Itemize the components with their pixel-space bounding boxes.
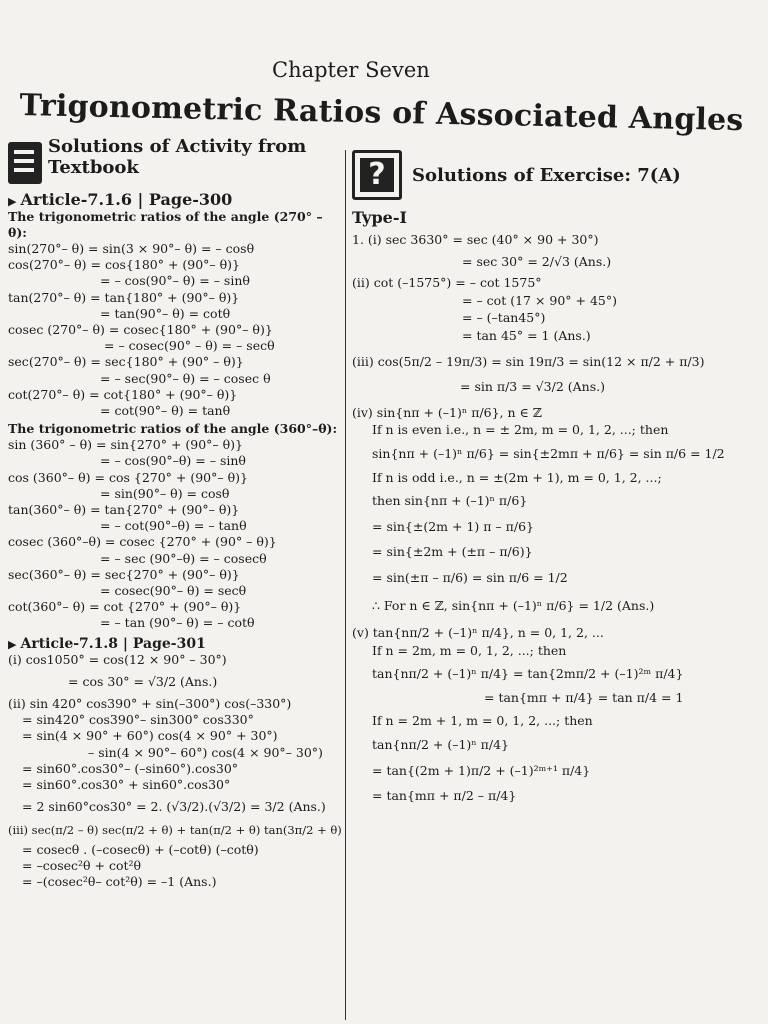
equation-line: cos (360°– θ) = cos {270° + (90°– θ)} [8,469,248,485]
equation-line: = – tan (90°– θ) = – cotθ [100,615,255,631]
article-heading-1 [8,190,338,209]
equation-line: (iv) sin{nπ + (–1)ⁿ π/6}, n ∈ ℤ [352,404,542,420]
equation-line: – sin(4 × 90°– 60°) cos(4 × 90°– 30°) [88,744,323,760]
equation-line: sin (360° – θ) = sin{270° + (90°– θ)} [8,437,243,453]
equation-line: tan(270°– θ) = tan{180° + (90°– θ)} [8,289,240,305]
equation-line: = – cot (17 × 90° + 45°) [462,292,618,308]
equation-line: = sin60°.cos30°– (–sin60°).cos30° [22,760,239,776]
equation-line: = –cosec²θ + cot²θ [22,857,142,873]
activity-heading-line2: Textbook [48,157,139,178]
equation-line: sec(360°– θ) = sec{270° + (90°– θ)} [8,566,240,582]
equation-line: sin(270°– θ) = sin(3 × 90°– θ) = – cosθ [8,241,255,256]
equation-line: = – cos(90°–θ) = – sinθ [100,453,246,469]
equation-line: If n is even i.e., n = ± 2m, m = 0, 1, 2, ...; then [372,422,669,438]
equation-line: (i) cos1050° = cos(12 × 90° – 30°) [8,651,227,667]
equation-line: tan(360°– θ) = tan{270° + (90°– θ)} [8,502,240,518]
subheading-360: The trigonometric ratios of the angle (360°–θ): [8,421,338,437]
equation-line: = 2 sin60°cos30° = 2. (√3/2).(√3/2) = 3/2 (Ans.) [22,799,326,815]
triangle-bullet-icon: ▶ [8,637,17,651]
equation-line: cot(360°– θ) = cot {270° + (90°– θ)} [8,599,242,615]
subheading-270: The trigonometric ratios of the angle (270° – θ): [8,209,323,240]
activity-heading-line1: Solutions of Activity from [48,136,307,157]
equation-line: ∴ For n ∈ ℤ, sin{nπ + (–1)ⁿ π/6} = 1/2 (Ans.) [372,597,655,613]
equation-line: = cos 30° = √3/2 (Ans.) [68,673,218,689]
exercise-heading: Solutions of Exercise: 7(A) [412,164,681,186]
equation-line: If n is odd i.e., n = ±(2m + 1), m = 0, 1, 2, ...; [372,469,662,485]
equation-line: cos(270°– θ) = cos{180° + (90°– θ)} [8,257,241,273]
book-icon [8,142,42,184]
equation-line: cosec (270°– θ) = cosec{180° + (90°– θ)} [8,322,273,338]
equation-line: = – cosec(90° – θ) = – secθ [104,338,275,354]
equation-line: = sin{±(2m + 1) π – π/6} [372,518,534,534]
article-heading-2 [8,636,338,652]
equation-line: (v) tan{nπ/2 + (–1)ⁿ π/4}, n = 0, 1, 2, ... [352,625,604,641]
equation-line: = sin420° cos390°– sin300° cos330° [22,712,254,728]
equation-line: = tan{(2m + 1)π/2 + (–1)²ᵐ⁺¹ π/4} [372,762,591,778]
equation-line: sec(270°– θ) = sec{180° + (90° – θ)} [8,354,244,370]
equation-line: = tan(90°– θ) = cotθ [100,305,231,321]
question-mark-icon: ? [352,150,402,200]
equation-line: (iii) sec(π/2 – θ) sec(π/2 + θ) + tan(π/2 + θ) tan(3π/2 + θ) [8,822,342,837]
column-divider [345,150,346,1020]
equation-line: = sin{±2m + (±π – π/6)} [372,544,533,560]
equation-line: = tan{mπ + π/4} = tan π/4 = 1 [484,689,684,705]
exercise-section-heading [352,150,762,200]
equation-line: = sin(90°– θ) = cosθ [100,485,230,501]
article-title: Article-7.1.8 | Page-301 [20,635,206,652]
equation-line: cot(270°– θ) = cot{180° + (90°– θ)} [8,386,238,402]
equation-line: tan{nπ/2 + (–1)ⁿ π/4} [372,737,509,753]
equation-line: = sec 30° = 2/√3 (Ans.) [462,253,612,269]
equation-line: = – sec(90°– θ) = – cosec θ [100,370,271,386]
equation-line: 1. (i) sec 3630° = sec (40° × 90 + 30°) [352,232,599,247]
equation-line: (iii) cos(5π/2 – 19π/3) = sin 19π/3 = sin(12 × π/2 + π/3) [352,353,705,369]
activity-section-heading [8,136,338,184]
equation-line: = cosec(90°– θ) = secθ [100,583,247,599]
equation-line: (ii) sin 420° cos390° + sin(–300°) cos(–330°) [8,696,292,712]
equation-line: sin{nπ + (–1)ⁿ π/6} = sin{±2mπ + π/6} = sin π/6 = 1/2 [372,445,725,461]
equation-line: = tan 45° = 1 (Ans.) [462,327,591,343]
equation-line: cosec (360°–θ) = cosec {270° + (90° – θ)} [8,534,277,550]
chapter-title: Trigonometric Ratios of Associated Angles [19,88,744,139]
left-column [8,136,342,890]
equation-line: = sin π/3 = √3/2 (Ans.) [460,379,605,395]
article-title: Article-7.1.6 | Page-300 [20,190,233,209]
chapter-label: Chapter Seven [272,58,430,82]
equation-line: tan{nπ/2 + (–1)ⁿ π/4} = tan{2mπ/2 + (–1)²ᵐ π/4} [372,666,684,682]
right-column [352,150,762,811]
equation-line: = sin(±π – π/6) = sin π/6 = 1/2 [372,569,568,585]
equation-line: = – sec (90°–θ) = – cosecθ [100,550,267,566]
equation-line: = – (–tan45°) [462,310,546,326]
equation-line: = –(cosec²θ– cot²θ) = –1 (Ans.) [22,874,217,890]
equation-line: = – cos(90°– θ) = – sinθ [100,273,250,289]
equation-line: then sin{nπ + (–1)ⁿ π/6} [372,493,528,509]
type-heading: Type-I [352,208,407,227]
equation-line: If n = 2m, m = 0, 1, 2, ...; then [372,642,567,658]
equation-line: = tan{mπ + π/2 – π/4} [372,788,517,804]
equation-line: = sin(4 × 90° + 60°) cos(4 × 90° + 30°) [22,728,278,744]
equation-line: = cot(90°– θ) = tanθ [100,403,231,419]
equation-line: If n = 2m + 1, m = 0, 1, 2, ...; then [372,713,593,729]
equation-line: = sin60°.cos30° + sin60°.cos30° [22,777,231,793]
equation-line: = – cot(90°–θ) = – tanθ [100,518,247,534]
equation-line: = cosecθ . (–cosecθ) + (–cotθ) (–cotθ) [22,841,259,857]
equation-line: (ii) cot (–1575°) = – cot 1575° [352,275,542,291]
triangle-bullet-icon: ▶ [8,195,17,208]
